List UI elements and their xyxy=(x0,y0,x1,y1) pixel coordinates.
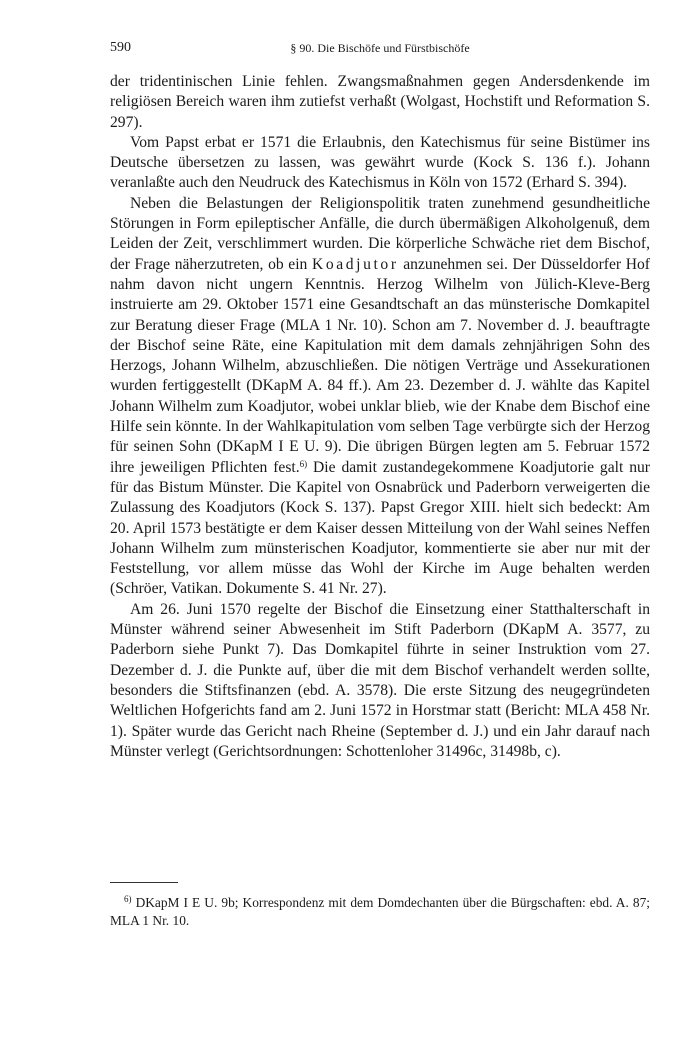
footnote-text xyxy=(110,894,650,929)
footnote-mark: 6) xyxy=(124,894,132,904)
body-text xyxy=(110,72,650,762)
page-number: 590 xyxy=(110,40,131,55)
paragraph-3-text-middle: anzunehmen sei. Der Düsseldorfer Hof nahm davon nicht ungern Kenntnis. Herzog Wilhelm von Jülich-Kleve-Berg instruierte am 29. Oktober 1571 eine Gesandtschaft an das münsterische Domkapitel zur Beratung dieser Frage (MLA 1 Nr. 10). Schon am 7. November d. J. beauftragte der Bischof seine Räte, eine Kapitulation mit dem damals zehnjährigen Sohn des Herzogs, Johann Wilhelm, abzuschließen. Die nötigen Verträge und Assekurationen wurden fertiggestellt (DKapM A. 84 ff.). Am 23. Dezember d. J. wählte das Kapitel Johann Wilhelm zum Koadjutor, wobei unklar blieb, wie der Knabe dem Bischof eine Hilfe sein könnte. In der Wahlkapitulation vom selben Tage verbürgte sich der Herzog für seinen Sohn (DKapM I E U. 9). Die übrigen Bürgen legten am 5. Februar 1572 ihre jeweiligen Pflichten fest. xyxy=(110,255,650,476)
spaced-word-koadjutor: Koadjutor xyxy=(311,255,399,273)
paragraph-3-text-after: Die damit zustandegekommene Koadjutorie galt nur für das Bistum Münster. Die Kapitel von Osnabrück und Paderborn verweigerten die Zulassung des Koadjutors (Kock S. 137). Papst Gregor XIII. hielt sich bedeckt: Am 20. April 1573 bestätigte er dem Kaiser dessen Mitteilung von der Wahl seines Neffen Johann Wilhelm zum münsterischen Koadjutor, kommentierte sie aber nur mit der Feststellung, vor allem müsse das Wohl der Kirche im Auge behalten werden (Schröer, Vatikan. Dokumente S. 41 Nr. 27). xyxy=(110,458,650,598)
paragraph-4: Am 26. Juni 1570 regelte der Bischof die Einsetzung einer Statthalterschaft in Münster während seiner Abwesenheit im Stift Paderborn (DKapM A. 3577, zu Paderborn siehe Punkt 7). Das Domkapitel führte in seiner Instruktion vom 27. Dezember d. J. die Punkte auf, über die mit dem Bischof verhandelt werden sollte, besonders die Stiftsfinanzen (ebd. A. 3578). Die erste Sitzung des neugegründeten Weltlichen Hofgerichts fand am 2. Juni 1572 in Horstmar statt (Bericht: MLA 458 Nr. 1). Später wurde das Gericht nach Rheine (September d. J.) und ein Jahr darauf nach Münster verlegt (Gerichtsordnungen: Schottenloher 31496c, 31498b, c). xyxy=(110,600,650,760)
paragraph-3 xyxy=(110,194,650,600)
running-head xyxy=(110,40,650,58)
paragraph-1: der tridentinischen Linie fehlen. Zwangsmaßnahmen gegen Andersdenkende im religiösen Bereich waren ihm zutiefst verhaßt (Wolgast, Hochstift und Reformation S. 297). xyxy=(110,73,650,131)
footnote-reference-6: 6) xyxy=(299,458,308,469)
footnote-body: DKapM I E U. 9b; Korrespondenz mit dem Domdechanten über die Bürgschaften: ebd. A. 87; MLA 1 Nr. 10. xyxy=(110,895,650,928)
footnote-6 xyxy=(110,894,650,929)
paragraph-2: Vom Papst erbat er 1571 die Erlaubnis, den Katechismus für seine Bistümer ins Deutsche übersetzen zu lassen, was gewährt wurde (Kock S. 136 f.). Johann veranlaßte auch den Neudruck des Katechismus in Köln von 1572 (Erhard S. 394). xyxy=(110,133,650,192)
footnote-divider xyxy=(110,882,178,883)
paragraph-3-text-before: Neben die Belastungen der Religionspolitik traten zunehmend gesundheitliche Störungen in Form epileptischer Anfälle, die durch übermäßigen Alkoholgenuß, dem Leiden der Zeit, verschlimmert wurden. Die körperliche Schwäche riet dem Bischof, der Frage näherzutreten, ob ein xyxy=(110,194,650,273)
running-head-title: § 90. Die Bischöfe und Fürstbischöfe xyxy=(290,41,470,55)
